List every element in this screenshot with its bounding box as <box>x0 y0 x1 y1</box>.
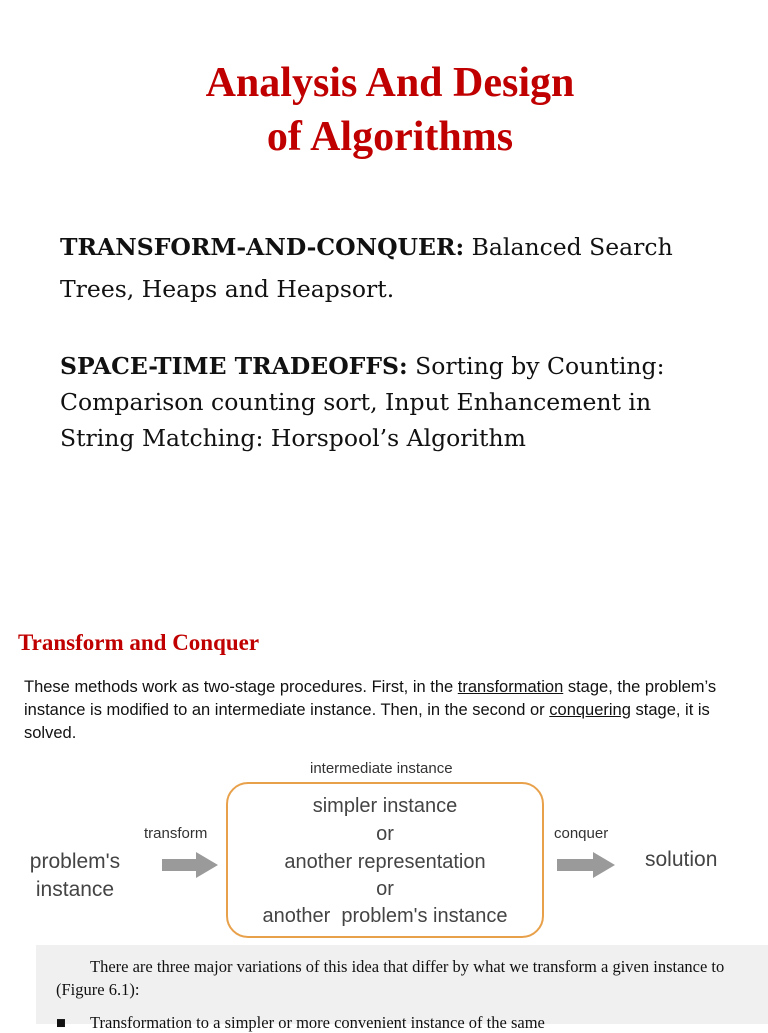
topic-space-time-tradeoffs <box>60 348 720 456</box>
solution-label: solution <box>645 848 718 871</box>
box-line: simpler instance <box>312 795 458 817</box>
arrow-shape <box>557 852 615 878</box>
box-line: another representation <box>284 851 486 873</box>
title-line-2: of Algorithms <box>266 114 514 160</box>
intermediate-instance-label: intermediate instance <box>310 760 453 777</box>
section-heading: Transform and Conquer <box>18 630 260 655</box>
transform-label: transform <box>144 825 208 842</box>
topic-heading: TRANSFORM-AND-CONQUER: <box>60 233 465 261</box>
topic-text: Balanced Search Trees, Heaps and Heapsort. <box>60 233 673 303</box>
term-transformation: transformation <box>457 678 564 696</box>
excerpt-paragraph: There are three major variations of this idea that differ by what we transform a given instance to (Figure 6.1): <box>56 957 725 999</box>
term-conquering: conquering <box>549 701 631 719</box>
problem-instance-label: problem's instance <box>29 850 121 901</box>
excerpt-bullet-item <box>56 1013 756 1033</box>
body-text-part: These methods work as two-stage procedures. First, in the <box>24 678 458 696</box>
arrow-shape <box>162 852 218 878</box>
body-text-part: stage, the problem’s instance is modified to an intermediate instance. Then, in the second or <box>24 678 717 719</box>
title-line-1: Analysis And Design <box>205 60 575 106</box>
excerpt-bullet-text: Transformation to a simpler or more convenient instance of the same <box>90 1013 545 1032</box>
section-body <box>24 676 744 745</box>
conquer-arrow-icon <box>555 850 617 880</box>
box-line: another problem's instance <box>262 905 508 927</box>
topic-heading: SPACE-TIME TRADEOFFS: <box>60 352 408 380</box>
transform-arrow-icon <box>160 850 220 880</box>
box-line: or <box>376 878 394 900</box>
conquer-label: conquer <box>554 825 609 842</box>
square-bullet-icon: ■ <box>56 1013 66 1032</box>
document-title <box>0 56 768 164</box>
topic-transform-and-conquer <box>60 226 720 310</box>
topic-text: Sorting by Counting: Comparison counting sort, Input Enhancement in String Matching: Horspool’s Algorithm <box>60 352 665 452</box>
body-text-part: stage, it is solved. <box>24 701 710 742</box>
box-line: or <box>376 823 394 845</box>
